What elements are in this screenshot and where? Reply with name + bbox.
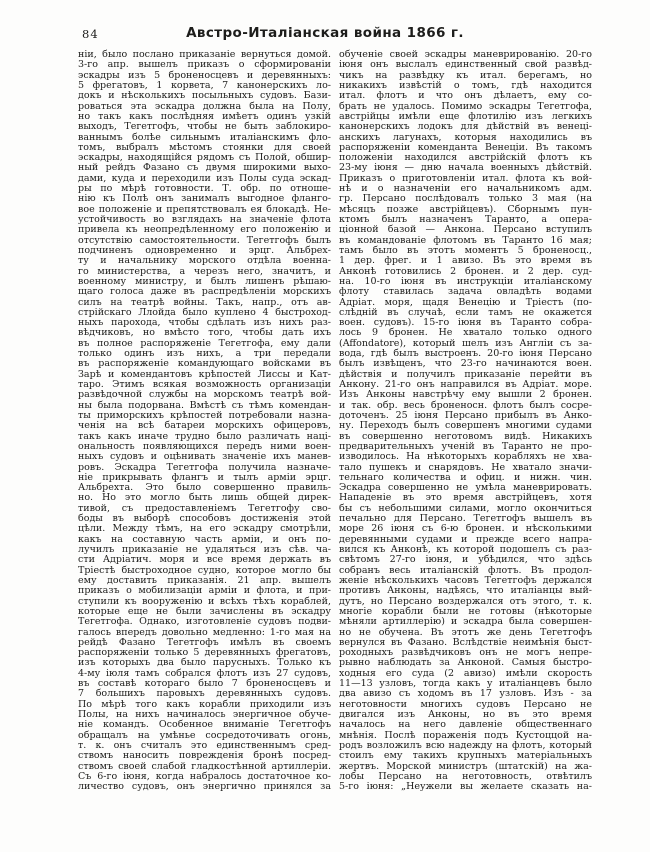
- text-line: въ командованіе флотомъ въ Таранто 16 мая;: [339, 234, 592, 246]
- text-line: деревянными судами и прежде всего напра-: [339, 533, 592, 545]
- text-line: родъ возложилъ всю надежду на флотъ, который: [339, 739, 592, 751]
- text-line: положеніи находился австрійскій флотъ къ: [339, 152, 592, 164]
- text-line: эскадры изъ 5 броненосцевъ и деревянныхъ:: [78, 69, 331, 81]
- text-line: Эскадра совершенно не умѣла маневрировать.: [339, 482, 592, 494]
- text-line: 4-му іюля тамъ собрался флотъ изъ 27 судовъ,: [78, 667, 331, 679]
- text-line: лучилъ приказаніе не удаляться изъ сѣв. ча-: [78, 544, 331, 555]
- text-line: канонерскихъ лодокъ для дѣйствій въ венеці-: [339, 121, 592, 133]
- text-line: дутъ, но Персано воздержался отъ этого, т. к.: [339, 595, 592, 607]
- text-line: распоряженіи коменданта Венеціи. Въ такомъ: [339, 141, 592, 153]
- left-column: [78, 50, 331, 793]
- text-line: военному министру, и былъ лишенъ рѣшаю-: [78, 275, 331, 287]
- text-line: 3-го апр. вышелъ приказъ о сформированіи: [78, 59, 331, 71]
- text-line: ны была подорвана. Вмѣстѣ съ тѣмъ комендан-: [78, 399, 331, 411]
- text-line: мнѣнія. Послѣ пораженія подъ Кустоццой на-: [339, 729, 592, 741]
- text-line: флоту ставилась задача овладѣть водами: [339, 286, 592, 298]
- text-line: ствомъ наносить поврежденія бронѣ посред-: [78, 750, 331, 762]
- text-line: ніе командъ. Особенное вниманіе Тегетгофъ: [78, 719, 331, 731]
- text-line: въ распоряженіе командующаго войсками въ: [78, 358, 331, 370]
- text-line: собранъ весь италіанскій флотъ. Въ продол-: [339, 564, 592, 576]
- text-line: докъ и нѣсколькихъ посыльныхъ судовъ. Бази-: [78, 90, 331, 102]
- text-line: изводилось. На нѣкоторыхъ корабляхъ не хва-: [339, 451, 592, 463]
- text-line: Зарѣ и комендантовъ крѣпостей Лиссы и Кат-: [78, 368, 331, 380]
- text-line: двигался изъ Анконы, но въ это время: [339, 709, 592, 720]
- page-header: [0, 25, 650, 45]
- text-line: рывно наблюдать за Анконой. Самыя быстро-: [339, 657, 592, 669]
- text-line: роваться эта эскадра должна была на Полу,: [78, 100, 331, 112]
- text-line: мѣняли артиллерію) и эскадра была совершен-: [339, 616, 592, 628]
- text-line: 7 большихъ паровыхъ деревянныхъ судовъ.: [78, 688, 331, 700]
- text-line: стрійскаго Ллойда было куплено 4 быстроход-: [78, 306, 331, 318]
- text-line: ступили къ вооруженію и всѣхъ тѣхъ кораблей,: [78, 595, 331, 607]
- text-line: приказъ о мобилизаціи арміи и флота, и при-: [78, 585, 331, 597]
- text-line: Съ 6-го іюня, когда набралось достаточное ко-: [78, 770, 331, 782]
- text-line: щаго голоса даже въ распредѣленіи морскихъ: [78, 286, 331, 298]
- text-line: ваннымъ болѣе сильнымъ италіанскимъ фло-: [78, 131, 331, 143]
- text-line: австрійцы имѣли еще флотилію изъ легкихъ: [339, 110, 592, 122]
- text-line: Тегетгофа. Однако, изготовленіе судовъ подви-: [78, 616, 331, 628]
- text-line: анскихъ лагунахъ, которыя находились въ: [339, 131, 592, 143]
- text-line: море 26 іюня съ 6-ю бронен. и нѣсколькими: [339, 523, 592, 535]
- text-line: галось впередъ довольно медленно: 1-го мая на: [78, 626, 331, 638]
- text-line: ему доставить приказанія. 21 апр. вышелъ: [78, 574, 331, 586]
- text-line: въ полное распоряженіе Тегетгофа, ему дали: [78, 337, 331, 349]
- text-line: Анконѣ готовились 2 бронен. и 2 дер. суд-: [339, 265, 592, 277]
- text-line: нію къ Полѣ онъ занималъ выгодное фланго-: [78, 193, 331, 205]
- text-line: ніе прикрывать флангъ и тылъ арміи эрцг.: [78, 471, 331, 483]
- text-line: 1 дер. фрег. и 1 авизо. Въ это время въ: [339, 255, 592, 267]
- text-line: Альбрехта. Это было совершенно правиль-: [78, 482, 331, 494]
- text-line: жертвъ. Морской министръ (штатскій) на жа-: [339, 760, 592, 772]
- text-line: іюня онъ выслалъ единственный свой развѣд-: [339, 59, 592, 71]
- text-line: цѣли. Между тѣмъ, на его эскадру смотрѣли,: [78, 523, 331, 535]
- text-line: Полы, на нихъ начиналось энергичное обуче-: [78, 709, 331, 720]
- page-number: 84: [82, 27, 99, 41]
- text-line: вое положеніе и препятствовалъ ея блокадѣ. Не-: [78, 203, 331, 215]
- text-line: 11—13 узловъ, тогда какъ у италіанцевъ было: [339, 678, 592, 690]
- text-line: 5 фрегатовъ, 1 корвета, 7 канонерскихъ ло-: [78, 79, 331, 91]
- text-line: тамъ было въ этотъ моментъ 5 броненосц.,: [339, 244, 592, 256]
- text-line: чикъ на развѣдку къ итал. берегамъ, но: [339, 69, 592, 81]
- text-line: тало пушекъ и снарядовъ. Не хватало значи-: [339, 461, 592, 473]
- text-line: которые еще не были зачислены въ эскадру: [78, 605, 331, 617]
- text-line: устойчивость во взглядахъ на значеніе флота: [78, 214, 331, 225]
- text-line: нѣ и о назначеніи его начальникомъ адм.: [339, 183, 592, 195]
- text-line: но. Но это могло быть лишь общей дирек-: [78, 492, 331, 504]
- text-line: Адріат. моря, щадя Венецію и Тріестъ (по-: [339, 296, 592, 308]
- text-line: предварительныхъ ученій въ Таранто не про-: [339, 440, 592, 452]
- text-line: изъ которыхъ два было парусныхъ. Только къ: [78, 657, 331, 669]
- text-line: и так. обр. весь броненосн. флотъ былъ сосре-: [339, 399, 592, 411]
- text-line: привела къ неопредѣленному его положенію и: [78, 224, 331, 236]
- text-columns: [78, 50, 592, 793]
- text-line: ры по мѣрѣ готовности. Т. обр. по отноше-: [78, 183, 331, 195]
- text-line: ныхъ судовъ и оцѣнивать значеніе ихъ манев-: [78, 451, 331, 463]
- text-line: противъ Анконы, надѣясь, что италіанцы вый-: [339, 585, 592, 597]
- text-line: ніи, было послано приказаніе вернуться домой.: [78, 49, 331, 60]
- text-line: въ составѣ котораго было 7 броненосцевъ и: [78, 678, 331, 690]
- text-line: роходныхъ развѣдчиковъ онъ не могъ непре-: [339, 647, 592, 659]
- text-line: дѣйствія и получилъ приказаніе перейти въ: [339, 368, 592, 380]
- text-line: ктомъ былъ назначенъ Таранто, а опера-: [339, 214, 592, 225]
- text-line: обученіе своей эскадры маневрированію. 20-го: [339, 49, 592, 60]
- text-line: обращалъ на умѣнье сосредоточивать огонь,: [78, 729, 331, 741]
- text-line: го министерства, а черезъ него, значитъ, и: [78, 265, 331, 277]
- text-line: гр. Персано послѣдовалъ только 3 мая (на: [339, 193, 592, 205]
- text-line: ходныя его суда (2 авизо) имѣли скорость: [339, 667, 592, 679]
- text-line: былъ извѣщенъ, что 23-го начинаются воен.: [339, 358, 592, 370]
- text-line: брать не удалось. Помимо эскадры Тегетгофа,: [339, 100, 592, 112]
- text-line: ныхъ парохода, чтобы сдѣлать изъ нихъ раз-: [78, 317, 331, 329]
- text-line: но такъ какъ послѣдняя имѣетъ одинъ узкій: [78, 110, 331, 122]
- text-line: отсутствію самостоятельности. Тегетгофъ былъ: [78, 234, 331, 246]
- page-title: Австро-Италіанская война 1866 г.: [186, 25, 464, 41]
- text-line: 5-го іюня: „Неужели вы желаете сказать на-: [339, 781, 592, 793]
- text-line: бы съ небольшими силами, могло окончиться: [339, 502, 592, 514]
- text-line: эскадры, находящійся рядомъ съ Полой, обшир-: [78, 152, 331, 164]
- text-line: на. 10-го іюня въ инструкціи италіанскому: [339, 275, 592, 287]
- text-line: ченія на всѣ батареи морскихъ офицеровъ,: [78, 420, 331, 432]
- text-line: ровъ. Эскадра Тегетгофа получила назначе-: [78, 461, 331, 473]
- text-line: По мѣрѣ того какъ корабли приходили изъ: [78, 698, 331, 710]
- text-line: дами, куда и переходили изъ Полы суда эскад-: [78, 172, 331, 184]
- text-line: ту и начальнику морского отдѣла военна-: [78, 255, 331, 267]
- text-line: лось 9 бронен. Не хватало только одного: [339, 327, 592, 339]
- text-line: сти Адріатич. моря и все время держать въ: [78, 554, 331, 566]
- text-line: выходъ, Тегетгофъ, чтобы не быть заблокиро-: [78, 121, 331, 133]
- text-line: вился къ Анконѣ, къ которой подошелъ съ раз-: [339, 544, 592, 555]
- text-line: рейдѣ Фазано Тегетгофъ имѣлъ въ своемъ: [78, 636, 331, 648]
- text-line: лобы Персано на неготовность, отвѣтилъ: [339, 770, 592, 782]
- text-line: никакихъ извѣстій о томъ, гдѣ находится: [339, 79, 592, 91]
- text-line: Приказъ о приготовленіи итал. флота къ вой-: [339, 172, 592, 184]
- text-line: итал. флотъ и что онъ дѣлаетъ, ему со-: [339, 90, 592, 102]
- text-line: ный рейдъ Фазано съ двумя широкими выхо-: [78, 162, 331, 174]
- text-line: боды въ выборѣ способовъ достиженія этой: [78, 513, 331, 525]
- text-line: Изъ Анконы навстрѣчу ему вышли 2 бронен.: [339, 389, 592, 401]
- text-line: Тріестѣ быстроходное судно, которое могло бы: [78, 564, 331, 576]
- text-line: силъ на театрѣ войны. Такъ, напр., отъ ав-: [78, 296, 331, 308]
- text-line: подчиненъ одновременно и эрцг. Альбрех-: [78, 244, 331, 256]
- text-line: свѣтомъ 27-го іюня, и убѣдился, что здѣсь: [339, 554, 592, 566]
- text-line: печально для Персано. Тегетгофъ вышелъ въ: [339, 513, 592, 525]
- text-line: въ совершенно неготовомъ видѣ. Никакихъ: [339, 430, 592, 442]
- text-line: т. к. онъ считалъ это единственнымъ сред-: [78, 739, 331, 751]
- text-line: томъ, выбралъ мѣстомъ стоянки для своей: [78, 141, 331, 153]
- text-line: ствомъ своей слабой гладкостѣнной артиллеріи.: [78, 760, 331, 772]
- text-line: ты приморскихъ крѣпостей потребовали назна-: [78, 409, 331, 421]
- text-line: два авизо съ ходомъ въ 17 узловъ. Изъ - за: [339, 688, 592, 700]
- text-line: ональность появляющихся передъ ними воен-: [78, 440, 331, 452]
- text-line: вѣдчиковъ, но вмѣсто того, чтобы дать ихъ: [78, 327, 331, 339]
- text-line: стоилъ ему такихъ крупныхъ матеріальныхъ: [339, 750, 592, 762]
- text-line: Анкону. 21-го онъ направился въ Адріат. море.: [339, 379, 592, 390]
- text-line: воен. судовъ). 15-го іюня въ Таранто собра-: [339, 317, 592, 329]
- text-line: распоряженіи только 5 деревянныхъ фрегатовъ,: [78, 647, 331, 659]
- text-line: 23-му іюня — дню начала военныхъ дѣйствій.: [339, 162, 592, 174]
- text-line: (Affondatore), который шелъ изъ Англіи съ за-: [339, 337, 592, 349]
- text-line: вода, гдѣ былъ выстроенъ. 20-го іюня Персано: [339, 348, 592, 360]
- text-line: развѣдочной службы на морскомъ театрѣ вой-: [78, 389, 331, 401]
- text-line: ну. Переходъ былъ совершенъ многими судами: [339, 420, 592, 432]
- text-line: мѣсяцъ позже австрійцевъ). Сборнымъ пун-: [339, 203, 592, 215]
- text-line: Нападеніе въ это время австрійцевъ, хотя: [339, 492, 592, 504]
- text-line: личество судовъ, онъ энергично принялся за: [78, 781, 331, 793]
- text-line: такъ какъ иначе трудно было различать наці-: [78, 430, 331, 442]
- text-line: слѣдній въ случаѣ, если тамъ не окажется: [339, 306, 592, 318]
- text-line: вернулся въ Фазано. Вслѣдствіе неимѣнія быст-: [339, 636, 592, 648]
- right-column: [339, 50, 592, 793]
- text-line: тельнаго количества и офиц. и нижн. чин.: [339, 471, 592, 483]
- text-line: неготовности многихъ судовъ Персано не: [339, 698, 592, 710]
- text-line: только одинъ изъ нихъ, а три передали: [78, 348, 331, 360]
- text-line: началось на него давленіе общественнаго: [339, 719, 592, 731]
- text-line: но не обучена. Въ этотъ же день Тегетгофъ: [339, 626, 592, 638]
- text-line: доточенъ. 25 іюня Персано прибылъ въ Анко-: [339, 409, 592, 421]
- text-line: какъ на составную часть арміи, и онъ по-: [78, 533, 331, 545]
- text-line: таро. Этимъ всякая возможность организаціи: [78, 379, 331, 390]
- text-line: женіе нѣсколькихъ часовъ Тегетгофъ держался: [339, 574, 592, 586]
- text-line: многіе корабли были не готовы (нѣкоторые: [339, 605, 592, 617]
- text-line: тивой, съ предоставленіемъ Тегетгофу сво-: [78, 502, 331, 514]
- text-line: ціонной базой — Анкона. Персано вступилъ: [339, 224, 592, 236]
